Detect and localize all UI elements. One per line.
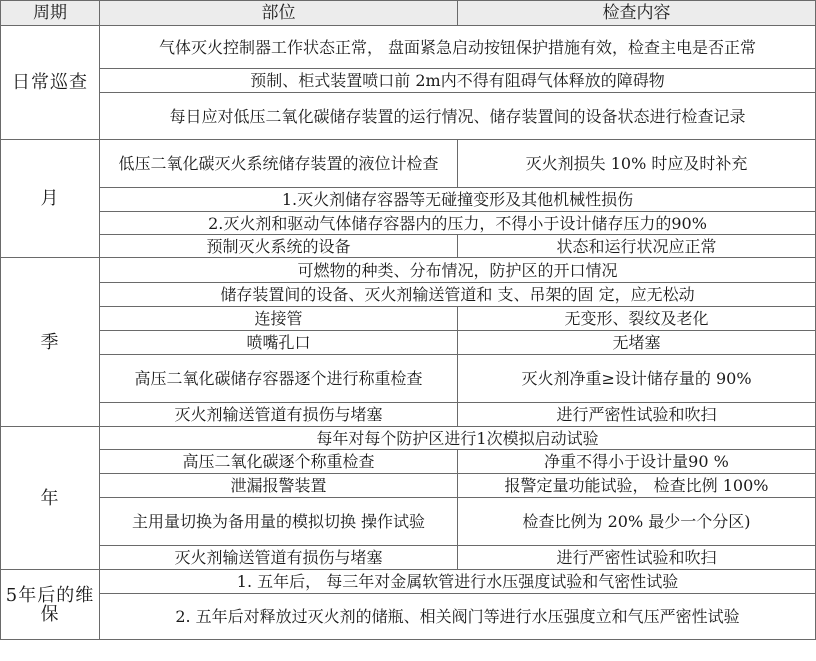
monthly-row-1-item: 低压二氧化碳灭火系统储存装置的液位计检查 [100,140,458,188]
monthly-row-1-content: 灭火剂损失 10% 时应及时补充 [458,140,816,188]
table-row [1,427,816,450]
header-row [1,1,816,26]
quarterly-row-6-item: 灭火剂输送管道有损伤与堵塞 [100,403,458,427]
header-item: 部位 [100,1,458,26]
table-row [1,283,816,307]
table-row [1,93,816,140]
header-period: 周期 [1,1,100,26]
table-row [1,570,816,594]
yearly-row-4-content: 检查比例为 20% 最少一个分区) [458,498,816,546]
monthly-row-3: 2.灭火剂和驱动气体储存容器内的压力，不得小于设计储存压力的90% [100,212,816,235]
quarterly-row-1: 可燃物的种类、分布情况，防护区的开口情况 [100,258,816,283]
period-daily: 日常巡查 [1,26,100,140]
period-monthly: 月 [1,140,100,258]
table-row [1,26,816,69]
monthly-row-4-item: 预制灭火系统的设备 [100,235,458,258]
daily-row-1: 气体灭火控制器工作状态正常， 盘面紧急启动按钮保护措施有效，检查主电是否正常 [100,26,816,69]
table-row [1,307,816,331]
quarterly-row-2: 储存装置间的设备、灭火剂输送管道和 支、吊架的固 定，应无松动 [100,283,816,307]
table-row [1,188,816,212]
quarterly-row-4-item: 喷嘴孔口 [100,331,458,355]
quarterly-row-5-item: 高压二氧化碳储存容器逐个进行称重检查 [100,355,458,403]
period-five-year: 5年后的维保 [1,570,100,640]
yearly-row-4-item: 主用量切换为备用量的模拟切换 操作试验 [100,498,458,546]
table-row [1,355,816,403]
quarterly-row-6-content: 进行严密性试验和吹扫 [458,403,816,427]
period-yearly: 年 [1,427,100,570]
table-row [1,403,816,427]
table-row [1,212,816,235]
table-row [1,235,816,258]
table-row [1,258,816,283]
table-row [1,450,816,474]
five-year-row-2: 2. 五年后对释放过灭火剂的储瓶、相关阀门等进行水压强度立和气压严密性试验 [100,594,816,640]
quarterly-row-3-item: 连接管 [100,307,458,331]
quarterly-row-3-content: 无变形、裂纹及老化 [458,307,816,331]
table-row [1,498,816,546]
table-row [1,546,816,570]
table-row [1,140,816,188]
table-row [1,594,816,640]
yearly-row-1: 每年对每个防护区进行1次模拟启动试验 [100,427,816,450]
table-row [1,69,816,93]
yearly-row-2-item: 高压二氧化碳逐个称重检查 [100,450,458,474]
quarterly-row-4-content: 无堵塞 [458,331,816,355]
yearly-row-2-content: 净重不得小于设计量90 % [458,450,816,474]
five-year-row-1: 1. 五年后， 每三年对金属软管进行水压强度试验和气密性试验 [100,570,816,594]
monthly-row-4-content: 状态和运行状况应正常 [458,235,816,258]
table-row [1,331,816,355]
table-row [1,474,816,498]
period-quarterly: 季 [1,258,100,427]
monthly-row-2: 1.灭火剂储存容器等无碰撞变形及其他机械性损伤 [100,188,816,212]
yearly-row-3-content: 报警定量功能试验， 检查比例 100% [458,474,816,498]
header-content: 检查内容 [458,1,816,26]
yearly-row-5-content: 进行严密性试验和吹扫 [458,546,816,570]
daily-row-3: 每日应对低压二氧化碳储存装置的运行情况、储存装置间的设备状态进行检查记录 [100,93,816,140]
quarterly-row-5-content: 灭火剂净重≥设计储存量的 90% [458,355,816,403]
yearly-row-3-item: 泄漏报警装置 [100,474,458,498]
yearly-row-5-item: 灭火剂输送管道有损伤与堵塞 [100,546,458,570]
daily-row-2: 预制、柜式装置喷口前 2m内不得有阻碍气体释放的障碍物 [100,69,816,93]
